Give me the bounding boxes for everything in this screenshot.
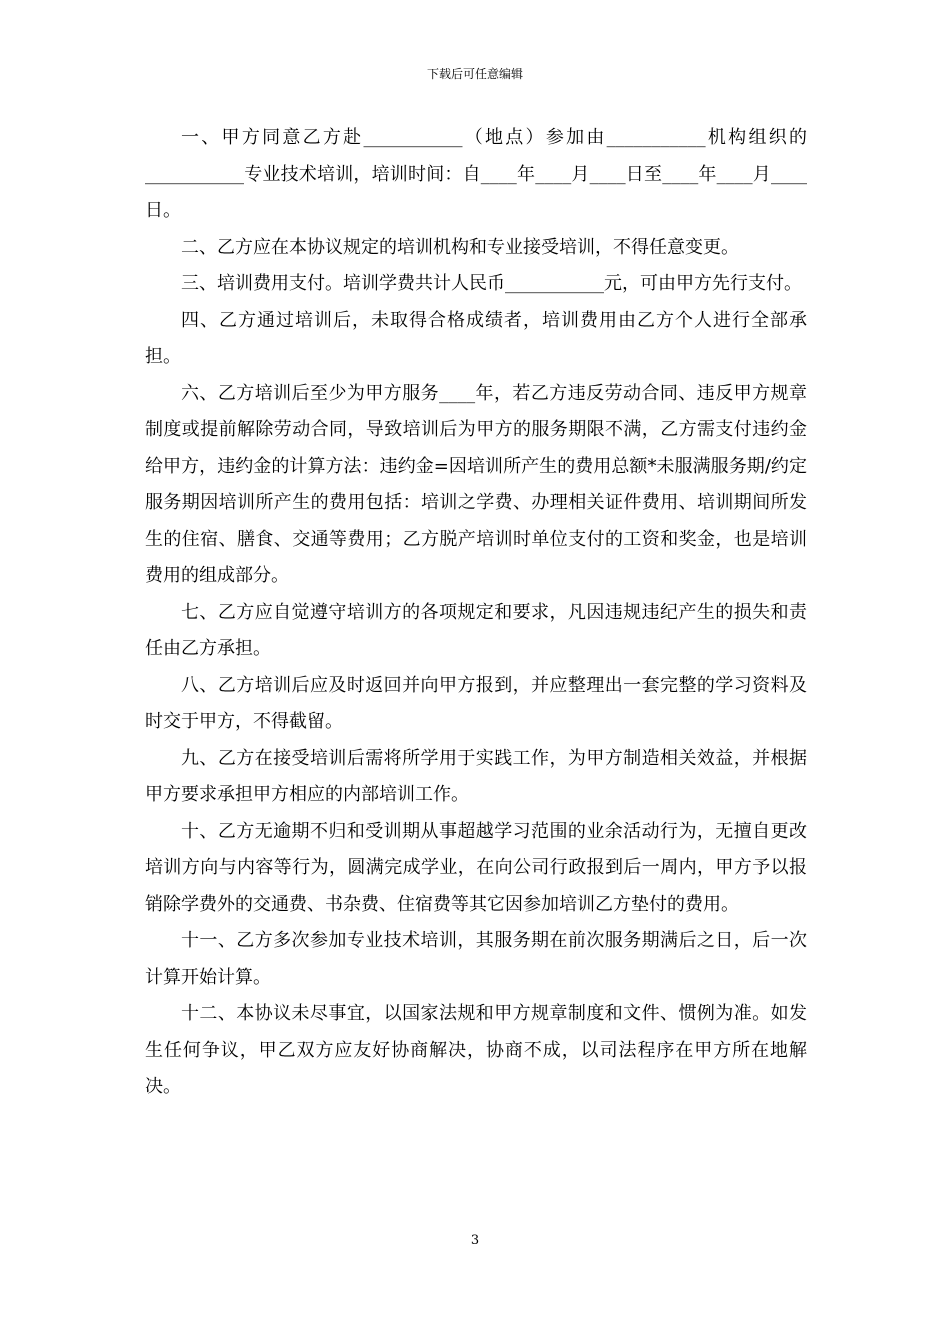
clause-1: 一、甲方同意乙方赴___________（地点）参加由___________机构组织的___________专业技术培训，培训时间：自____年____月____日至____年____月____日。 [145, 127, 807, 221]
clause-9: 九、乙方在接受培训后需将所学用于实践工作，为甲方制造相关效益，并根据甲方要求承担甲方相应的内部培训工作。 [145, 747, 807, 805]
page-header: 下载后可任意编辑 [426, 67, 523, 81]
clause-6: 六、乙方培训后至少为甲方服务____年，若乙方违反劳动合同、违反甲方规章制度或提前解除劳动合同，导致培训后为甲方的服务期限不满，乙方需支付违约金给甲方，违约金的计算方法：违约金=因培训所产生的费用总额*未服满服务期/约定服务期因培训所产生的费用包括：培训之学费、办理相关证件费用、培训期间所发生的住宿、膳食、交通等费用；乙方脱产培训时单位支付的工资和奖金，也是培训费用的组成部分。 [145, 382, 807, 586]
clause-11: 十一、乙方多次参加专业技术培训，其服务期在前次服务期满后之日，后一次计算开始计算。 [145, 930, 807, 988]
clause-12: 十二、本协议未尽事宜，以国家法规和甲方规章制度和文件、惯例为准。如发生任何争议，甲乙双方应友好协商解决，协商不成，以司法程序在甲方所在地解决。 [145, 1003, 807, 1097]
clause-7: 七、乙方应自觉遵守培训方的各项规定和要求，凡因违规违纪产生的损失和责任由乙方承担。 [145, 601, 807, 659]
clause-8: 八、乙方培训后应及时返回并向甲方报到，并应整理出一套完整的学习资料及时交于甲方，不得截留。 [145, 674, 807, 732]
clause-3: 三、培训费用支付。培训学费共计人民币___________元，可由甲方先行支付。 [181, 273, 802, 294]
document-body [145, 120, 807, 1106]
clause-2: 二、乙方应在本协议规定的培训机构和专业接受培训，不得任意变更。 [181, 236, 739, 258]
clause-10: 十、乙方无逾期不归和受训期从事超越学习范围的业余活动行为，无擅自更改培训方向与内容等行为，圆满完成学业，在向公司行政报到后一周内，甲方予以报销除学费外的交通费、书杂费、住宿费等其它因参加培训乙方垫付的费用。 [145, 820, 807, 915]
page-number: 3 [470, 1233, 480, 1248]
clause-4: 四、乙方通过培训后，未取得合格成绩者，培训费用由乙方个人进行全部承担。 [145, 309, 807, 367]
